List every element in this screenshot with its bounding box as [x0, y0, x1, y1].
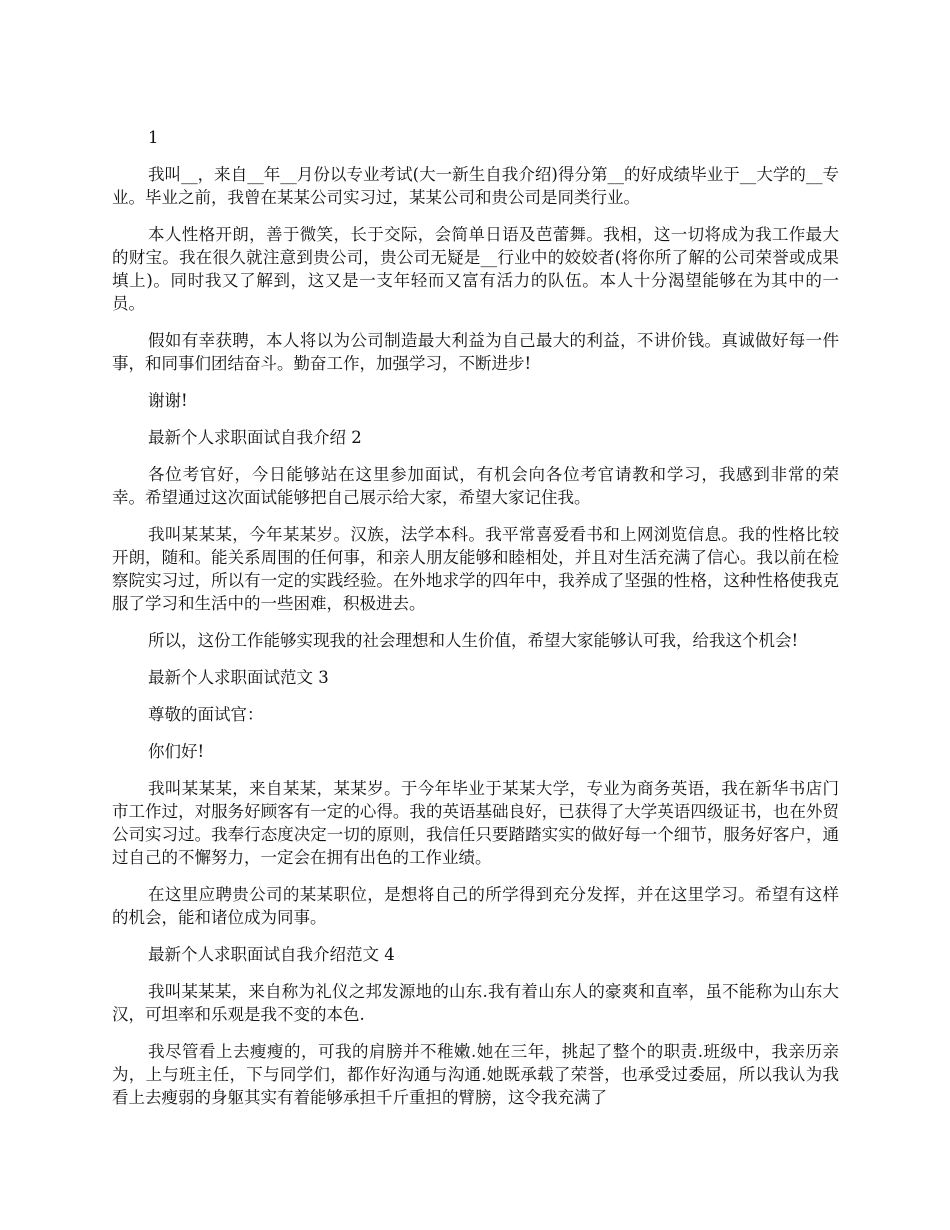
paragraph-experience-4: 我尽管看上去瘦瘦的，可我的肩膀并不稚嫩.她在三年，挑起了整个的职责.班级中，我亲历亲为，上与班主任，下与同学们，都作好沟通与沟通.她既承载了荣誉，也承受过委屈，所以我认为我看上去瘦弱的身躯其实有着能够承担千斤重担的臂膀，这令我充满了	[112, 1042, 839, 1107]
paragraph-closing-3: 在这里应聘贵公司的某某职位，是想将自己的所学得到充分发挥，并在这里学习。希望有这样的机会，能和诸位成为同事。	[112, 885, 839, 927]
section-heading-4: 最新个人求职面试自我介绍范文 4	[148, 945, 395, 964]
document-body	[112, 126, 839, 1123]
paragraph-intro-1: 我叫__，来自__年__月份以专业考试(大一新生自我介绍)得分第__的好成绩毕业于__大学的__专业。毕业之前，我曾在某某公司实习过，某某公司和贵公司是同类行业。	[112, 165, 839, 207]
paragraph-self-2: 我叫某某某，今年某某岁。汉族，法学本科。我平常喜爱看书和上网浏览信息。我的性格比较开朗，随和。能关系周围的任何事，和亲人朋友能够和睦相处，并且对生活充满了信心。我以前在检察院实习过，所以有一定的实践经验。在外地求学的四年中，我养成了坚强的性格，这种性格使我克服了学习和生活中的一些困难，积极进去。	[112, 525, 839, 613]
paragraph-hello-3: 你们好!	[148, 742, 205, 761]
paragraph-self-4: 我叫某某某，来自称为礼仪之邦发源地的山东.我有着山东人的豪爽和直率，虽不能称为山东大汉，可坦率和乐观是我不变的本色.	[112, 982, 839, 1024]
paragraph-salutation-3: 尊敬的面试官：	[148, 705, 264, 724]
paragraph-commitment: 假如有幸获聘，本人将以为公司制造最大利益为自己最大的利益，不讲价钱。真诚做好每一件事，和同事们团结奋斗。勤奋工作，加强学习，不断进步!	[112, 331, 839, 373]
paragraph-greeting-2: 各位考官好，今日能够站在这里参加面试，有机会向各位考官请教和学习，我感到非常的荣幸。希望通过这次面试能够把自己展示给大家，希望大家记住我。	[112, 465, 839, 507]
paragraph-thanks: 谢谢!	[148, 391, 188, 410]
paragraph-self-3: 我叫某某某，来自某某，某某岁。于今年毕业于某某大学，专业为商务英语，我在新华书店门市工作过，对服务好顾客有一定的心得。我的英语基础良好，已获得了大学英语四级证书，也在外贸公司实习过。我奉行态度决定一切的原则，我信任只要踏踏实实的做好每一个细节，服务好客户，通过自己的不懈努力，一定会在拥有出色的工作业绩。	[112, 779, 839, 867]
section-heading-2: 最新个人求职面试自我介绍 2	[148, 428, 362, 447]
paragraph-closing-2: 所以，这份工作能够实现我的社会理想和人生价值，希望大家能够认可我，给我这个机会!	[148, 631, 799, 650]
paragraph-personality: 本人性格开朗，善于微笑，长于交际，会简单日语及芭蕾舞。我相，这一切将成为我工作最大的财宝。我在很久就注意到贵公司，贵公司无疑是__行业中的姣姣者(将你所了解的公司荣誉或成果填上)。同时我又了解到，这又是一支年轻而又富有活力的队伍。本人十分渴望能够在为其中的一员。	[112, 225, 839, 313]
section-heading-3: 最新个人求职面试范文 3	[148, 668, 329, 687]
page-number: 1	[148, 128, 159, 147]
